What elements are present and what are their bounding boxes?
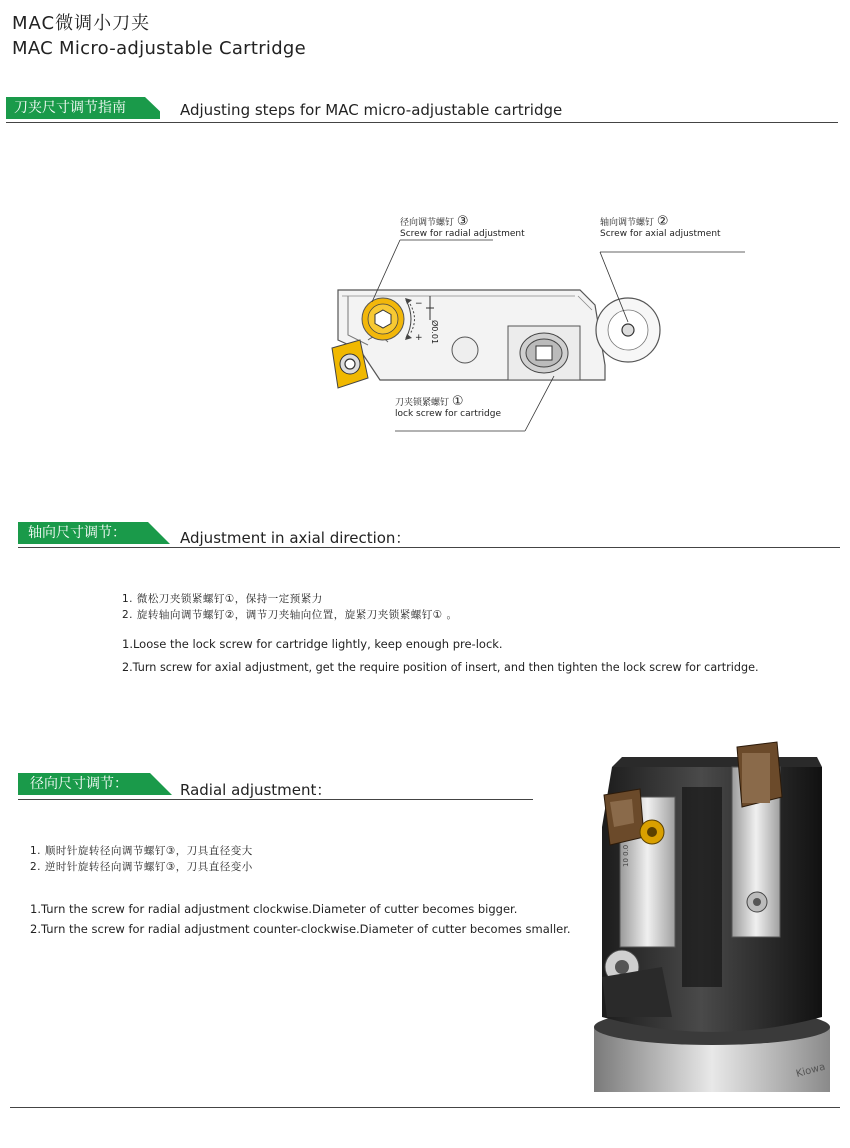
axial-step-en-2: 2.Turn screw for axial adjustment, get the require position of insert, and then tighten the lock screw for cartridge. (122, 661, 759, 674)
plus-sign: + (415, 333, 423, 343)
radial-steps-cn (30, 843, 253, 875)
photo-brand-text: Kiowa (794, 1061, 827, 1080)
section2-rule (18, 547, 840, 548)
section1-rule (6, 122, 838, 123)
section3-tag: 径向尺寸调节： (30, 776, 128, 792)
bottom-rule (10, 1107, 840, 1108)
axial-screw-callout: 轴向调节螺钉 ② Screw for axial adjustment (600, 214, 721, 239)
minus-sign: − (415, 299, 423, 309)
axial-screw-graphic (596, 298, 660, 362)
cartridge-diagram (320, 200, 760, 440)
page-title-en: MAC Micro-adjustable Cartridge (12, 38, 307, 59)
axial-step-cn-2: 2. 旋转轴向调节螺钉②，调节刀夹轴向位置，旋紧刀夹锁紧螺钉① 。 (122, 609, 458, 621)
axial-steps-cn (122, 591, 458, 623)
axial-step-cn-1: 1. 微松刀夹锁紧螺钉①，保持一定预紧力 (122, 593, 323, 605)
axial-step-en-1: 1.Loose the lock screw for cartridge lightly, keep enough pre-lock. (122, 637, 503, 651)
radial-step-cn-1: 1. 顺时针旋转径向调节螺钉③，刀具直径变大 (30, 845, 253, 857)
radial-screw-callout: 径向调节螺钉 ③ Screw for radial adjustment (400, 214, 525, 239)
section1-tag: 刀夹尺寸调节指南 (14, 100, 126, 116)
radial-step-en-2: 2.Turn the screw for radial adjustment counter-clockwise.Diameter of cutter becomes smaller. (30, 922, 571, 936)
section3-title: Radial adjustment： (180, 781, 332, 799)
radial-screw-graphic (362, 298, 404, 340)
radial-step-cn-2: 2. 逆时针旋转径向调节螺钉③，刀具直径变小 (30, 861, 253, 873)
radial-step-en-1: 1.Turn the screw for radial adjustment clockwise.Diameter of cutter becomes bigger. (30, 902, 518, 916)
lock-screw-callout: 刀夹锁紧螺钉 ① lock screw for cartridge (395, 394, 502, 419)
lock-screw-graphic (508, 326, 580, 380)
section1-title: Adjusting steps for MAC micro-adjustable cartridge (180, 101, 563, 119)
scale-label: Ø0.01 (430, 320, 439, 345)
section2-tag: 轴向尺寸调节： (28, 525, 126, 541)
milling-cutter-photo (582, 727, 842, 1092)
section3-rule (18, 799, 533, 800)
section2-title: Adjustment in axial direction： (180, 529, 411, 547)
photo-scale-text: 10 0.0 (622, 844, 630, 867)
page-title-cn: MAC微调小刀夹 (12, 13, 151, 34)
